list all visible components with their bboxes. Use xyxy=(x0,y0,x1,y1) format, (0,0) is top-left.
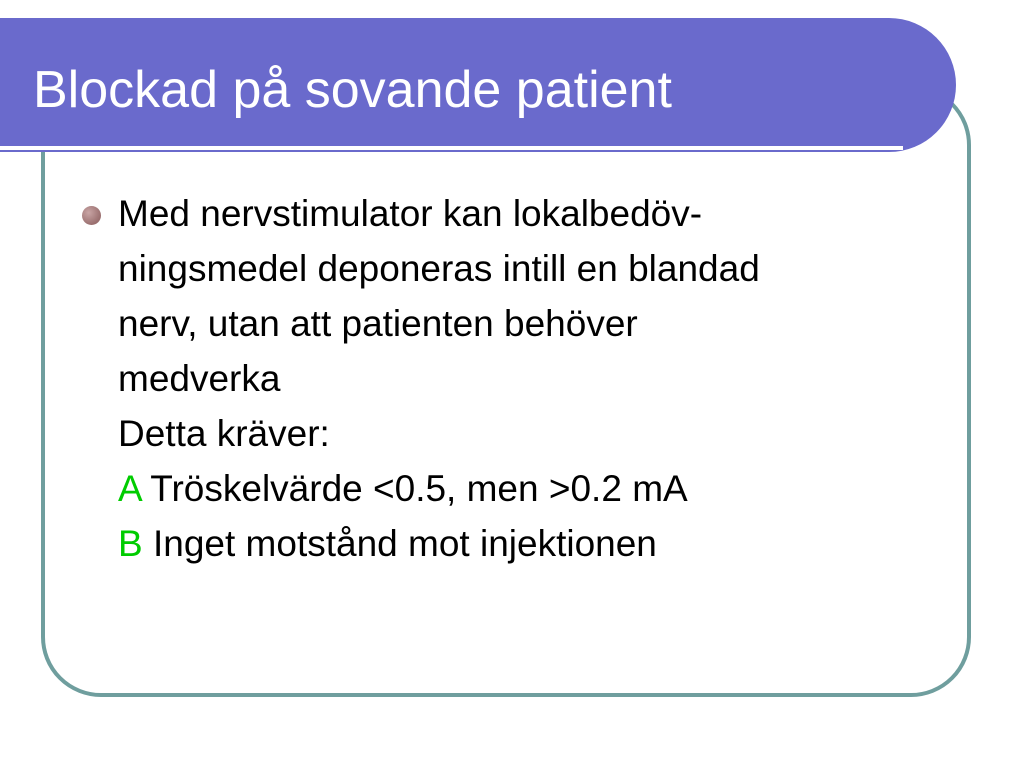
bullet-dot-icon xyxy=(82,206,101,225)
slide-title: Blockad på sovande patient xyxy=(33,61,672,119)
requirement-b xyxy=(118,516,942,571)
requirements-heading: Detta kräver: xyxy=(118,413,330,454)
bullet-text-line-4: medverka xyxy=(118,358,281,399)
bullet-text-line-2: ningsmedel deponeras intill en blandad xyxy=(118,248,760,289)
requirement-a-marker: A xyxy=(118,468,141,509)
requirement-a xyxy=(118,461,942,516)
bullet-list xyxy=(82,186,942,571)
requirement-a-text: Tröskelvärde <0.5, men >0.2 mA xyxy=(140,468,688,509)
title-underline xyxy=(0,146,903,150)
requirement-b-text: Inget motstånd mot injektionen xyxy=(142,523,657,564)
requirement-b-marker: B xyxy=(118,523,143,564)
title-bar xyxy=(0,18,956,152)
bullet-text-line-3: nerv, utan att patienten behöver xyxy=(118,303,638,344)
bullet-item xyxy=(82,186,942,571)
bullet-text-line-1: Med nervstimulator kan lokalbedöv- xyxy=(118,193,703,234)
